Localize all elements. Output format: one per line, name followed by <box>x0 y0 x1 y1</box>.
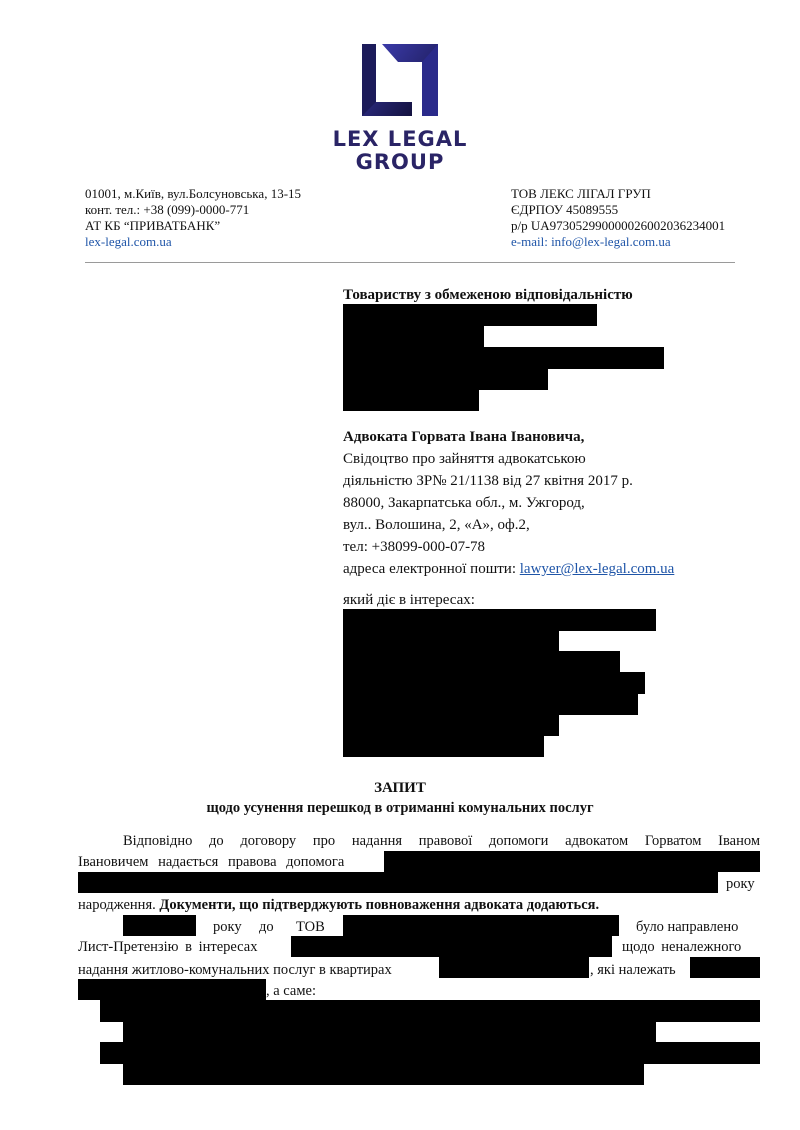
body-p1-line4: народження. Документи, що підтверджують повноваження адвоката додаються. <box>78 897 600 913</box>
redacted-block <box>343 915 619 936</box>
body-p2-line3b: , які належать <box>590 962 676 978</box>
redacted-block <box>291 936 612 957</box>
sender-email-row <box>343 558 763 580</box>
body-p2-line3a: надання житлово-комунальних послуг в квартирах <box>78 962 392 978</box>
contact-phone: конт. тел.: +38 (099)-0000-771 <box>85 202 250 217</box>
body-p2-line2b: щодо неналежного <box>622 939 742 955</box>
redacted-block <box>343 389 479 411</box>
sender-name: Адвоката Горвата Івана Івановича, <box>343 429 585 445</box>
redacted-block <box>690 957 760 978</box>
redacted-block <box>123 1063 644 1085</box>
header-left <box>85 186 385 250</box>
sender-certificate-details: діяльністю ЗР№ 21/1138 від 27 квітня 2017 р. <box>343 473 633 489</box>
body-p2-sent: було направлено <box>636 919 739 935</box>
company-code: ЄДРПОУ 45089555 <box>511 202 619 217</box>
sender-block <box>343 426 763 580</box>
body-p2-word-to: до <box>259 919 274 935</box>
company-email-link[interactable]: e-mail: info@lex-legal.com.ua <box>511 234 671 249</box>
redacted-block <box>343 630 559 652</box>
body-p2-line2a: Лист-Претензію в інтересах <box>78 939 258 955</box>
redacted-block <box>343 326 484 348</box>
redacted-block <box>343 368 548 390</box>
sender-email-label: адреса електронної пошти: <box>343 561 520 577</box>
sender-address-city: 88000, Закарпатська обл., м. Ужгород, <box>343 495 585 511</box>
company-name: ТОВ ЛЕКС ЛІГАЛ ГРУП <box>511 186 651 201</box>
logo-line1: LEX LEGAL <box>332 127 468 151</box>
body-p1-line2: Івановичем надається правова допомога <box>78 854 345 870</box>
body-p2-word-llc: ТОВ <box>296 919 325 935</box>
redacted-block <box>343 693 638 715</box>
redacted-block <box>343 609 656 631</box>
body-p2-word-year: року <box>213 919 242 935</box>
acting-on-behalf: який діє в інтересах: <box>343 592 475 608</box>
document-title: ЗАПИТ <box>374 780 426 796</box>
body-p1-year-word: року <box>726 876 755 892</box>
redacted-block <box>78 979 266 1000</box>
sender-phone: тел: +38099-000-07-78 <box>343 539 486 555</box>
documents-attached-note: Документи, що підтверджують повноваження адвоката додаються. <box>159 897 600 913</box>
recipient-heading: Товариству з обмеженою відповідальністю <box>343 287 633 303</box>
redacted-block <box>439 957 589 978</box>
redacted-block <box>343 651 620 673</box>
bank-account: р/р UA973052990000026002036234001 <box>511 218 726 233</box>
redacted-block <box>343 304 597 326</box>
redacted-block <box>100 1042 760 1064</box>
redacted-block <box>343 672 645 694</box>
redacted-block <box>100 1000 760 1022</box>
sender-email-link[interactable]: lawyer@lex-legal.com.ua <box>519 561 675 577</box>
redacted-block <box>78 872 718 893</box>
redacted-block <box>343 714 559 736</box>
redacted-block <box>384 851 760 872</box>
sender-address-street: вул.. Волошина, 2, «А», оф.2, <box>343 517 530 533</box>
redacted-block <box>343 347 664 369</box>
redacted-block <box>123 1021 656 1043</box>
document-subtitle: щодо усунення перешкод в отриманні комунальних послуг <box>206 800 594 816</box>
body-p2-line4: , а саме: <box>266 983 316 999</box>
office-address: 01001, м.Київ, вул.Болсуновська, 13-15 <box>85 186 302 201</box>
sender-certificate: Свідоцтво про зайняття адвокатською <box>343 451 586 467</box>
logo-line2: GROUP <box>355 150 445 174</box>
website-link[interactable]: lex-legal.com.ua <box>85 234 172 249</box>
bank-name: АТ КБ “ПРИВАТБАНК” <box>85 218 221 233</box>
company-logo-icon <box>358 40 442 120</box>
header-right <box>511 186 771 250</box>
header-divider <box>85 262 735 263</box>
redacted-block <box>123 915 196 936</box>
body-p1-line1: Відповідно до договору про надання правової допомоги адвокатом Горватом Іваном <box>123 833 760 849</box>
redacted-block <box>343 735 544 757</box>
